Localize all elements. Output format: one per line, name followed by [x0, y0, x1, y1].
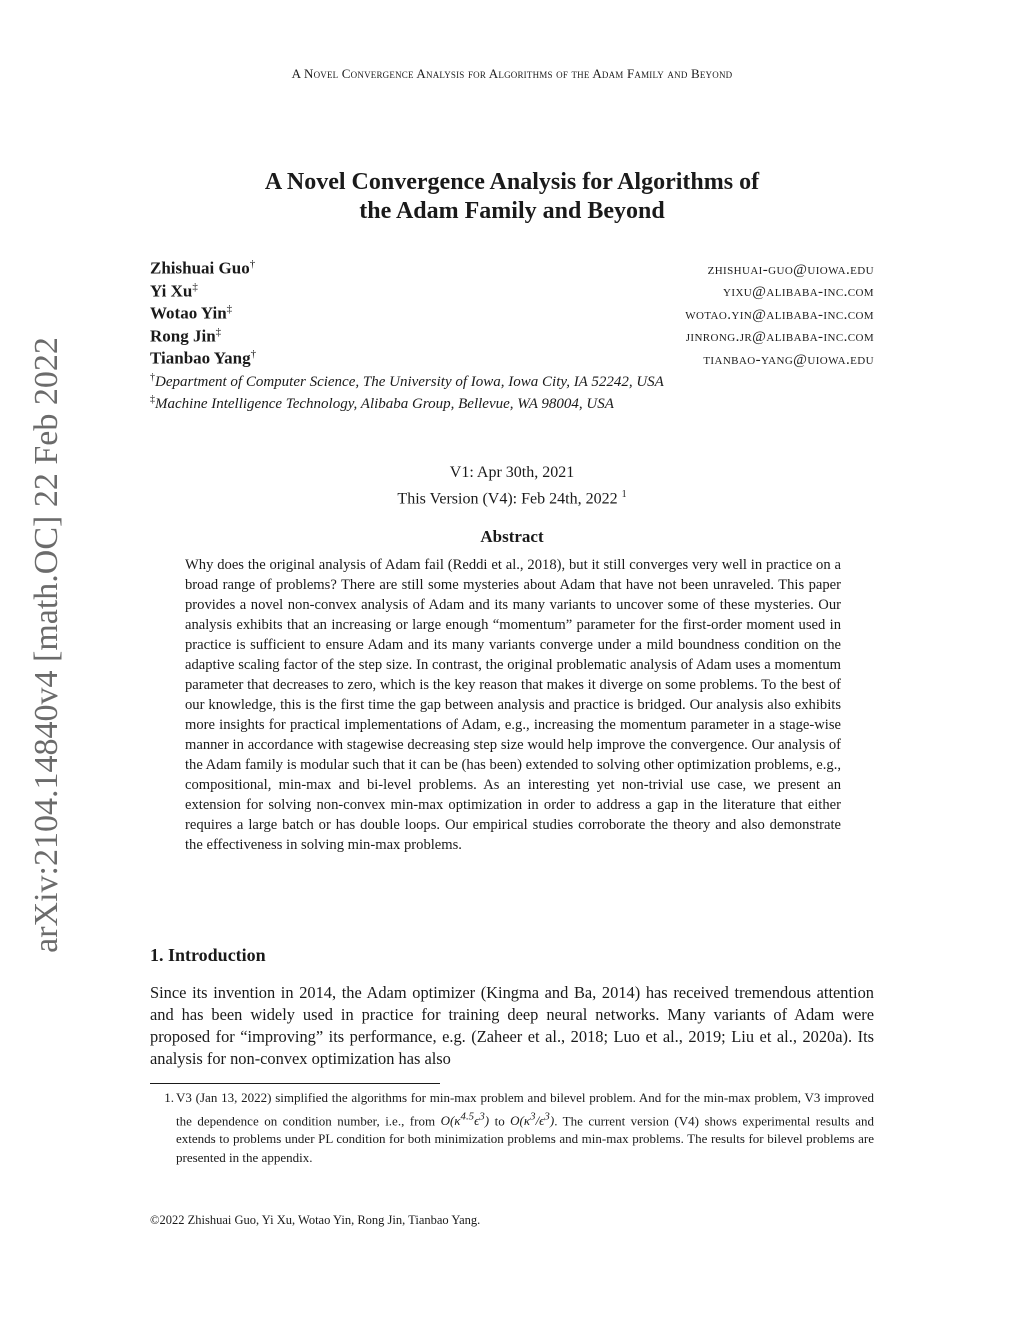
footnote-ref[interactable]: 1 [621, 489, 627, 500]
affiliation: ‡Machine Intelligence Technology, Alibaba Group, Bellevue, WA 98004, USA [150, 394, 614, 412]
math-complexity-old: $O(\kappa^{4.5}\epsilon^3)$ [440, 1110, 490, 1128]
version-v1: V1: Apr 30th, 2021 [449, 464, 575, 481]
footnote-divider [150, 1083, 440, 1084]
affiliation-mark: † [249, 258, 256, 270]
affiliation-mark: ‡ [215, 325, 222, 338]
arxiv-identifier-text: arXiv:2104.14840v4 [math.OC] 22 Feb 2022 [28, 337, 65, 953]
abstract-heading: Abstract [480, 527, 544, 546]
copyright-notice: ©2022 Zhishuai Guo, Yi Xu, Wotao Yin, Rong Jin, Tianbao Yang. [150, 1213, 481, 1227]
author-name: Tianbao Yang† [150, 348, 257, 369]
title-line-1: A Novel Convergence Analysis for Algorithms of [264, 169, 760, 195]
author-name: Yi Xu‡ [150, 280, 198, 301]
affiliation-mark: ‡ [226, 303, 233, 316]
version-current: This Version (V4): Feb 24th, 2022 $^1$ [397, 489, 627, 508]
version-info [150, 462, 874, 510]
author-email[interactable]: zhishuai-guo@uiowa.edu [707, 261, 874, 278]
author-row [150, 281, 874, 304]
author-row [150, 303, 874, 326]
abstract-text: Why does the original analysis of Adam fail (Reddi et al., 2018), but it still converges very well in practice on a broad range of problems? There are still some mysteries about Adam that have not been unraveled. This paper provides a novel non-convex analysis of Adam and its many variants to uncover some of these mysteries. Our analysis exhibits that an increasing or large enough “momentum” parameter for the first-order moment used in practice is sufficient to ensure Adam and its many variants converge under a mild boundness condition on the adaptive scaling factor of the step size. In contrast, the original problematic analysis of Adam uses a momentum parameter that decreases to zero, which is the key reason that makes it diverge on some problems. To the best of our knowledge, this is the first time the gap between analysis and practice is bridged. Our analysis also exhibits more insights for practical implementations of Adam, e.g., increasing the momentum parameter in a stage-wise manner in accordance with stagewise decreasing step size would help improve the convergence. Our analysis of the Adam family is modular such that it can be (has been) extended to solving other optimization problems, e.g., compositional, min-max and bi-level problems. As an interesting yet non-trivial use case, we present an extension for solving non-convex min-max optimization in order to address a gap in the literature that either requires a large batch or has double loops. Our empirical studies corroborate the theory and also demonstrate the effectiveness in solving min-max problems. [185, 557, 841, 853]
paper-title [150, 168, 874, 226]
affiliation-mark: † [250, 348, 257, 361]
author-list [150, 258, 874, 371]
author-row [150, 326, 874, 349]
author-name: Zhishuai Guo† [150, 258, 256, 278]
title-line-2: the Adam Family and Beyond [359, 198, 665, 224]
author-email[interactable]: wotao.yin@alibaba-inc.com [685, 306, 874, 323]
author-email[interactable]: tianbao-yang@uiowa.edu [703, 352, 874, 369]
affiliation-mark: † [150, 372, 155, 383]
author-row [150, 348, 874, 371]
author-row [150, 258, 874, 281]
footnote-body: V3 (Jan 13, 2022) simplified the algorithms for min-max problem and bilevel problem. And for the min-max problem, V3 improved the dependence on condition number, i.e., from $O(\kappa^{4.5}\epsilon^3)$ to $O(\kappa^3/\epsilon^3)$. The current version (V4) shows experimental results and extends to problems under PL condition for both minimization problems and min-max problems. The results for bilevel problems are presented in the appendix. [176, 1090, 874, 1165]
affiliation-mark: ‡ [192, 280, 198, 293]
author-email[interactable]: jinrong.jr@alibaba-inc.com [685, 329, 874, 346]
running-head: A Novel Convergence Analysis for Algorithms of the Adam Family and Beyond [291, 66, 733, 81]
affiliation-mark: ‡ [150, 394, 155, 405]
footnote-number: 1. [164, 1090, 174, 1105]
arxiv-identifier-stamp [22, 330, 72, 960]
footnote [150, 1089, 874, 1167]
math-complexity-new: $O(\kappa^3/\epsilon^3)$ [510, 1110, 555, 1128]
section-heading-introduction: 1. Introduction [150, 945, 266, 965]
author-email[interactable]: yixu@alibaba-inc.com [723, 284, 874, 301]
author-name: Wotao Yin‡ [150, 303, 233, 323]
introduction-text: Since its invention in 2014, the Adam optimizer (Kingma and Ba, 2014) has received tremendous attention and has been widely used in practice for training deep neural networks. Many variants of Adam were proposed for “improving” its performance, e.g. (Zaheer et al., 2018; Luo et al., 2019; Liu et al., 2020a). Its analysis for non-convex optimization has also [150, 983, 874, 1068]
author-name: Rong Jin‡ [150, 325, 222, 346]
affiliation: †Department of Computer Science, The University of Iowa, Iowa City, IA 52242, USA [150, 372, 664, 390]
affiliation-list [150, 372, 874, 416]
